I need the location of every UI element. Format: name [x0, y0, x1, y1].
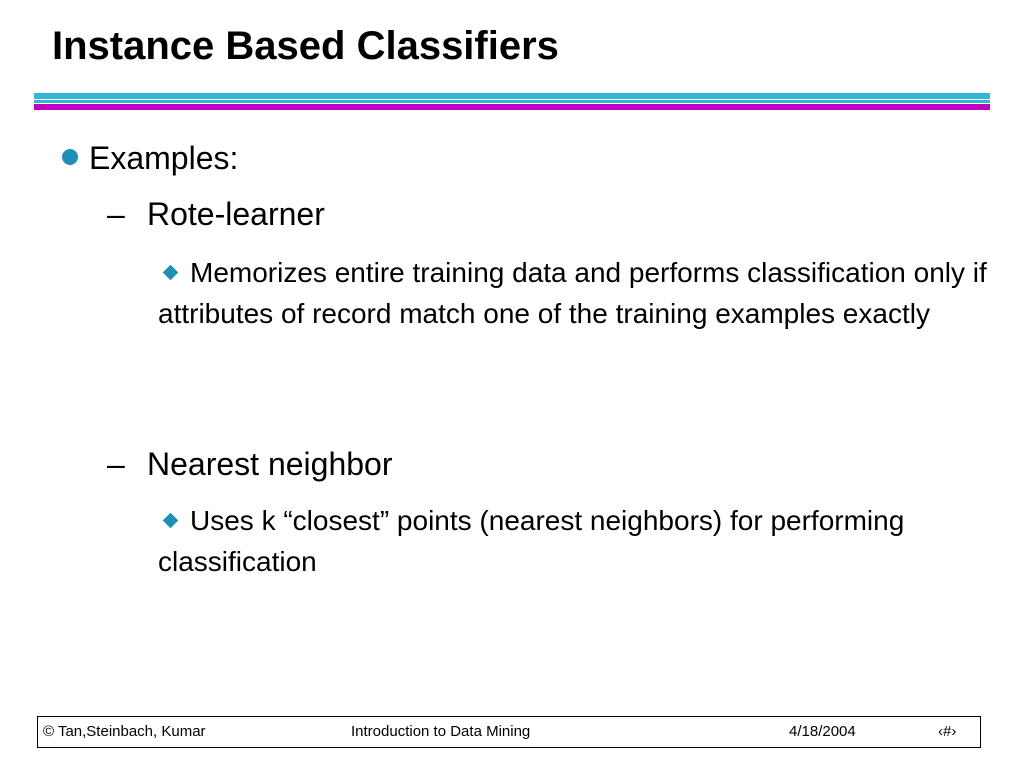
bullet-rote-learner-detail	[158, 252, 988, 334]
dash-marker: –	[107, 446, 125, 482]
dash-marker: –	[107, 196, 125, 232]
slide-title: Instance Based Classifiers	[52, 24, 559, 68]
title-rule-magenta	[34, 104, 990, 110]
bullet-nearest-neighbor	[107, 440, 392, 488]
title-rule-cyan-thin	[34, 100, 990, 103]
bullet-nearest-neighbor-label: Nearest neighbor	[147, 446, 393, 482]
title-rule-cyan-top	[34, 93, 990, 99]
footer-date: 4/18/2004	[789, 723, 856, 740]
footer-copyright: © Tan,Steinbach, Kumar	[43, 723, 206, 740]
filled-circle-icon	[62, 149, 78, 165]
diamond-icon	[163, 513, 179, 529]
bullet-nearest-neighbor-detail-text: Uses k “closest” points (nearest neighbors) for performing classification	[158, 505, 905, 577]
bullet-rote-learner-detail-text: Memorizes entire training data and performs classification only if attributes of record match one of the training examples exactly	[158, 257, 987, 329]
bullet-nearest-neighbor-detail	[158, 500, 988, 582]
diamond-icon	[163, 265, 179, 281]
bullet-rote-learner-label: Rote-learner	[147, 196, 325, 232]
bullet-examples-label: Examples:	[89, 140, 239, 176]
bullet-rote-learner	[107, 190, 325, 238]
slide-footer	[37, 716, 981, 748]
footer-course-title: Introduction to Data Mining	[351, 723, 531, 740]
bullet-examples	[62, 134, 238, 182]
footer-page-number: ‹#›	[938, 723, 957, 740]
